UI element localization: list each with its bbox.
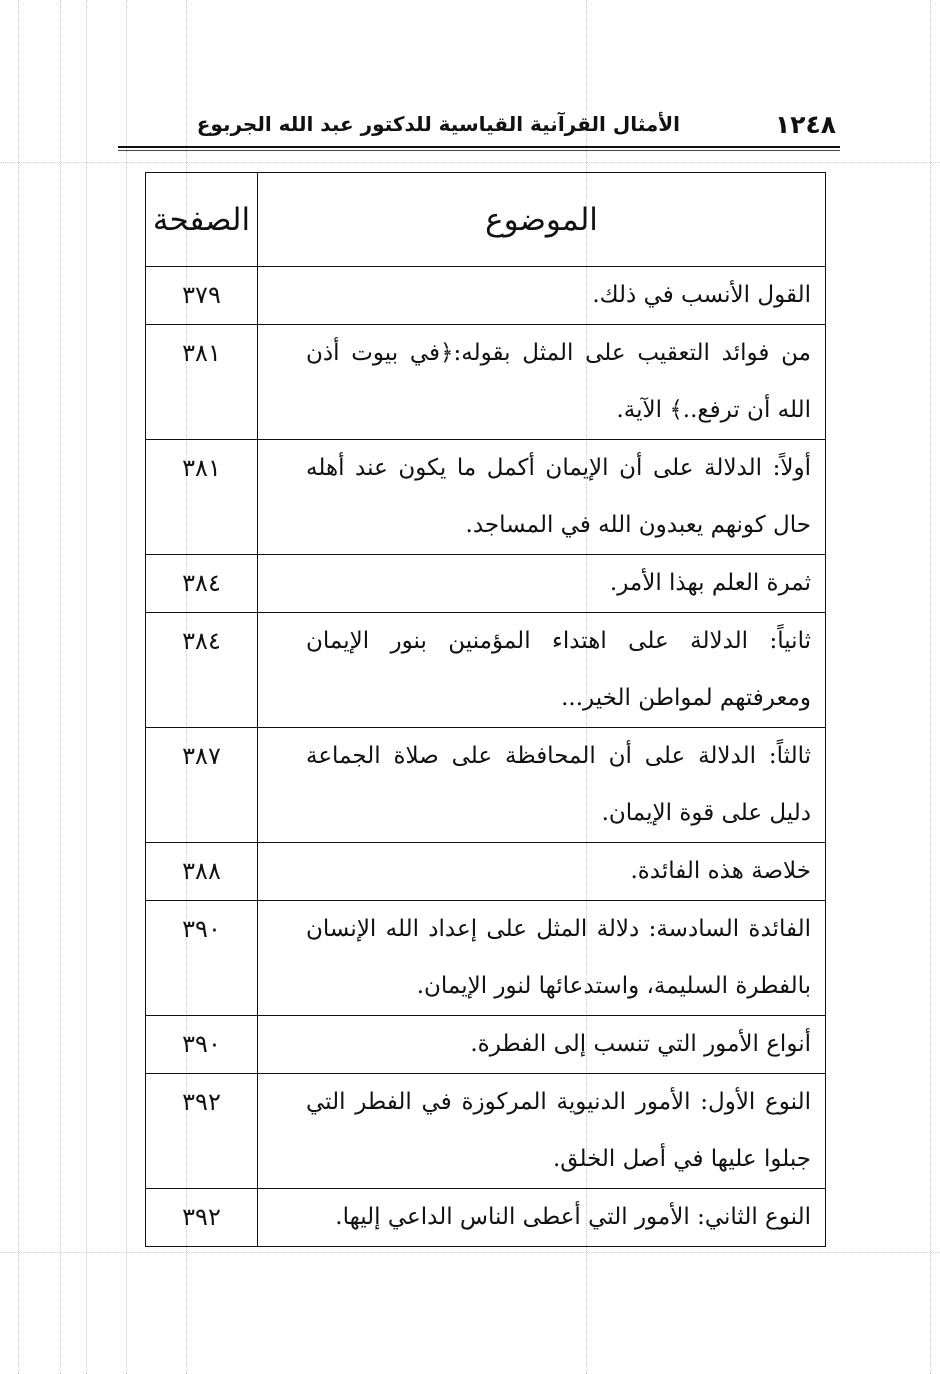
scan-guide-line	[60, 0, 61, 1374]
running-title: الأمثال القرآنية القياسية للدكتور عبد الله الجربوع	[196, 112, 680, 136]
topic-cell: ثانياً: الدلالة على اهتداء المؤمنين بنور الإيمان ومعرفتهم لمواطن الخير...	[258, 613, 826, 728]
table-row	[146, 440, 826, 555]
topic-cell: أولاً: الدلالة على أن الإيمان أكمل ما يكون عند أهله حال كونهم يعبدون الله في المساجد.	[258, 440, 826, 555]
page-header	[118, 108, 840, 144]
page-cell: ٣٨٤	[146, 555, 258, 613]
table-row	[146, 555, 826, 613]
table-row	[146, 613, 826, 728]
topic-cell: خلاصة هذه الفائدة.	[258, 843, 826, 901]
page-cell: ٣٩٠	[146, 1016, 258, 1074]
scan-guide-line	[86, 0, 87, 1374]
header-rule	[118, 150, 840, 151]
page-cell: ٣٨٤	[146, 613, 258, 728]
table-row	[146, 1074, 826, 1189]
table-row	[146, 267, 826, 325]
table-row	[146, 1016, 826, 1074]
page-column-header: الصفحة	[146, 173, 258, 267]
topic-cell: ثمرة العلم بهذا الأمر.	[258, 555, 826, 613]
table-row	[146, 843, 826, 901]
page-cell: ٣٩٢	[146, 1189, 258, 1247]
page-cell: ٣٩٢	[146, 1074, 258, 1189]
scan-guide-line	[0, 162, 940, 163]
topic-column-header: الموضوع	[258, 173, 826, 267]
table-row	[146, 1189, 826, 1247]
contents-table	[145, 172, 826, 1247]
table-header-row	[146, 173, 826, 267]
scan-guide-line	[18, 0, 19, 1374]
page-cell: ٣٨١	[146, 440, 258, 555]
page-number: ١٢٤٨	[774, 110, 836, 139]
page-cell: ٣٨٧	[146, 728, 258, 843]
topic-cell: ثالثاً: الدلالة على أن المحافظة على صلاة الجماعة دليل على قوة الإيمان.	[258, 728, 826, 843]
scan-guide-line	[0, 1252, 940, 1253]
topic-cell: النوع الأول: الأمور الدنيوية المركوزة في الفطر التي جبلوا عليها في أصل الخلق.	[258, 1074, 826, 1189]
topic-cell: القول الأنسب في ذلك.	[258, 267, 826, 325]
page-cell: ٣٧٩	[146, 267, 258, 325]
scan-guide-line	[930, 0, 931, 1374]
table-row	[146, 901, 826, 1016]
table-row	[146, 728, 826, 843]
table-row	[146, 325, 826, 440]
topic-cell: الفائدة السادسة: دلالة المثل على إعداد الله الإنسان بالفطرة السليمة، واستدعائها لنور الإيمان.	[258, 901, 826, 1016]
page-cell: ٣٩٠	[146, 901, 258, 1016]
header-rule	[118, 146, 840, 148]
scan-guide-line	[126, 0, 127, 1374]
page-cell: ٣٨٨	[146, 843, 258, 901]
page-cell: ٣٨١	[146, 325, 258, 440]
topic-cell: النوع الثاني: الأمور التي أعطى الناس الداعي إليها.	[258, 1189, 826, 1247]
topic-cell: أنواع الأمور التي تنسب إلى الفطرة.	[258, 1016, 826, 1074]
topic-cell: من فوائد التعقيب على المثل بقوله:﴿في بيوت أذن الله أن ترفع..﴾ الآية.	[258, 325, 826, 440]
